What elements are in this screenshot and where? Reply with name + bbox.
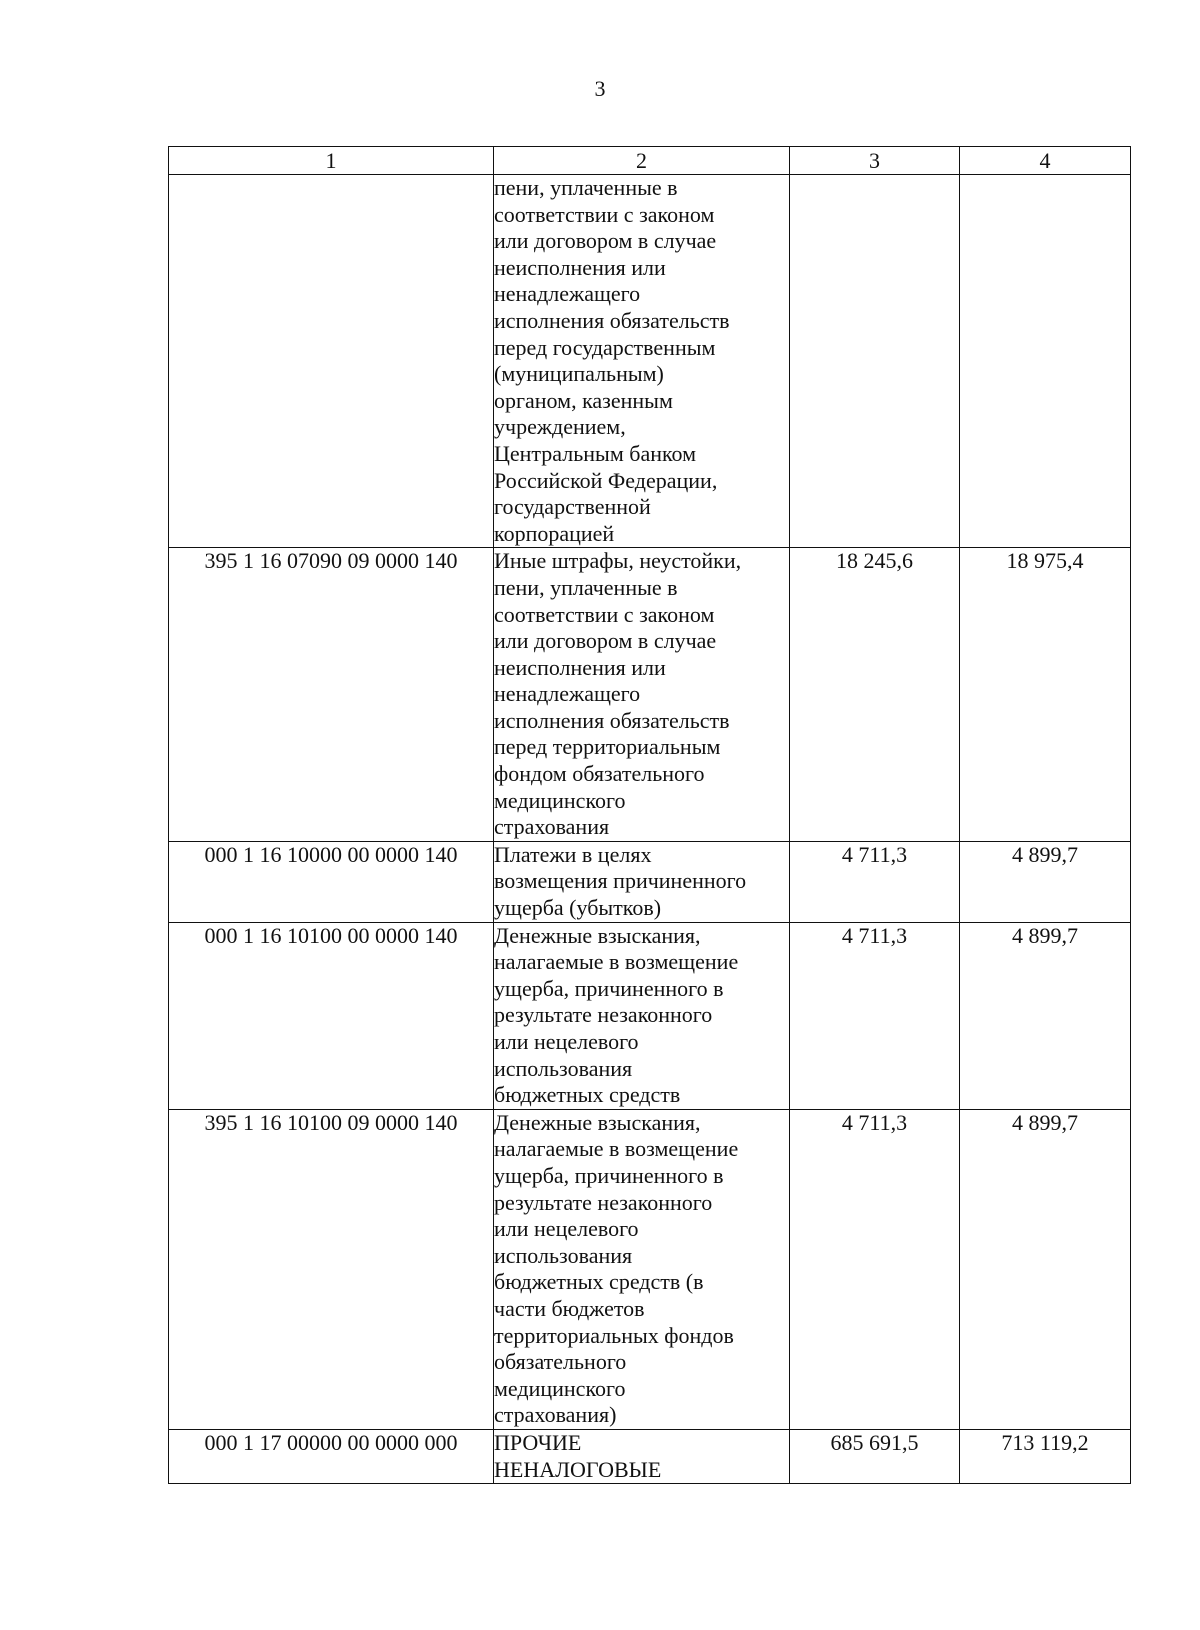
- budget-code: [169, 175, 494, 548]
- column-header-1: 1: [169, 147, 494, 175]
- column-header-4: 4: [960, 147, 1131, 175]
- budget-code: 000 1 16 10000 00 0000 140: [169, 841, 494, 922]
- amount-column-3: 4 711,3: [790, 841, 960, 922]
- amount-column-4: 4 899,7: [960, 841, 1131, 922]
- income-name: Платежи в целях возмещения причиненного ущерба (убытков): [494, 841, 790, 922]
- table-row: [169, 175, 1131, 548]
- table-row: [169, 922, 1131, 1109]
- table-row: [169, 1109, 1131, 1429]
- amount-column-3: 18 245,6: [790, 548, 960, 842]
- table-row: [169, 1429, 1131, 1483]
- amount-column-4: 4 899,7: [960, 922, 1131, 1109]
- table-row: [169, 548, 1131, 842]
- table-header-row: [169, 147, 1131, 175]
- column-header-3: 3: [790, 147, 960, 175]
- amount-column-3: [790, 175, 960, 548]
- amount-column-3: 4 711,3: [790, 1109, 960, 1429]
- page-number: 3: [594, 76, 606, 101]
- amount-column-3: 4 711,3: [790, 922, 960, 1109]
- column-header-2: 2: [494, 147, 790, 175]
- amount-column-4: [960, 175, 1131, 548]
- income-name: ПРОЧИЕ НЕНАЛОГОВЫЕ: [494, 1429, 790, 1483]
- budget-code: 000 1 16 10100 00 0000 140: [169, 922, 494, 1109]
- budget-code: 395 1 16 07090 09 0000 140: [169, 548, 494, 842]
- income-name: пени, уплаченные в соответствии с законом или договором в случае неисполнения или ненадлежащего исполнения обязательств перед государственным (муниципальным) органом, казенным учреждением, Центральным банком Российской Федерации, государственной корпорацией: [494, 175, 790, 548]
- income-name: Иные штрафы, неустойки, пени, уплаченные в соответствии с законом или договором в случае неисполнения или ненадлежащего исполнения обязательств перед территориальным фондом обязательного медицинского страхования: [494, 548, 790, 842]
- amount-column-4: 713 119,2: [960, 1429, 1131, 1483]
- amount-column-4: 18 975,4: [960, 548, 1131, 842]
- amount-column-3: 685 691,5: [790, 1429, 960, 1483]
- budget-code: 395 1 16 10100 09 0000 140: [169, 1109, 494, 1429]
- table-row: [169, 841, 1131, 922]
- budget-table: [168, 146, 1131, 1484]
- budget-code: 000 1 17 00000 00 0000 000: [169, 1429, 494, 1483]
- income-name: Денежные взыскания, налагаемые в возмещение ущерба, причиненного в результате незаконного или нецелевого использования бюджетных средств (в части бюджетов территориальных фондов обязательного медицинского страхования): [494, 1109, 790, 1429]
- amount-column-4: 4 899,7: [960, 1109, 1131, 1429]
- income-name: Денежные взыскания, налагаемые в возмещение ущерба, причиненного в результате незаконного или нецелевого использования бюджетных средств: [494, 922, 790, 1109]
